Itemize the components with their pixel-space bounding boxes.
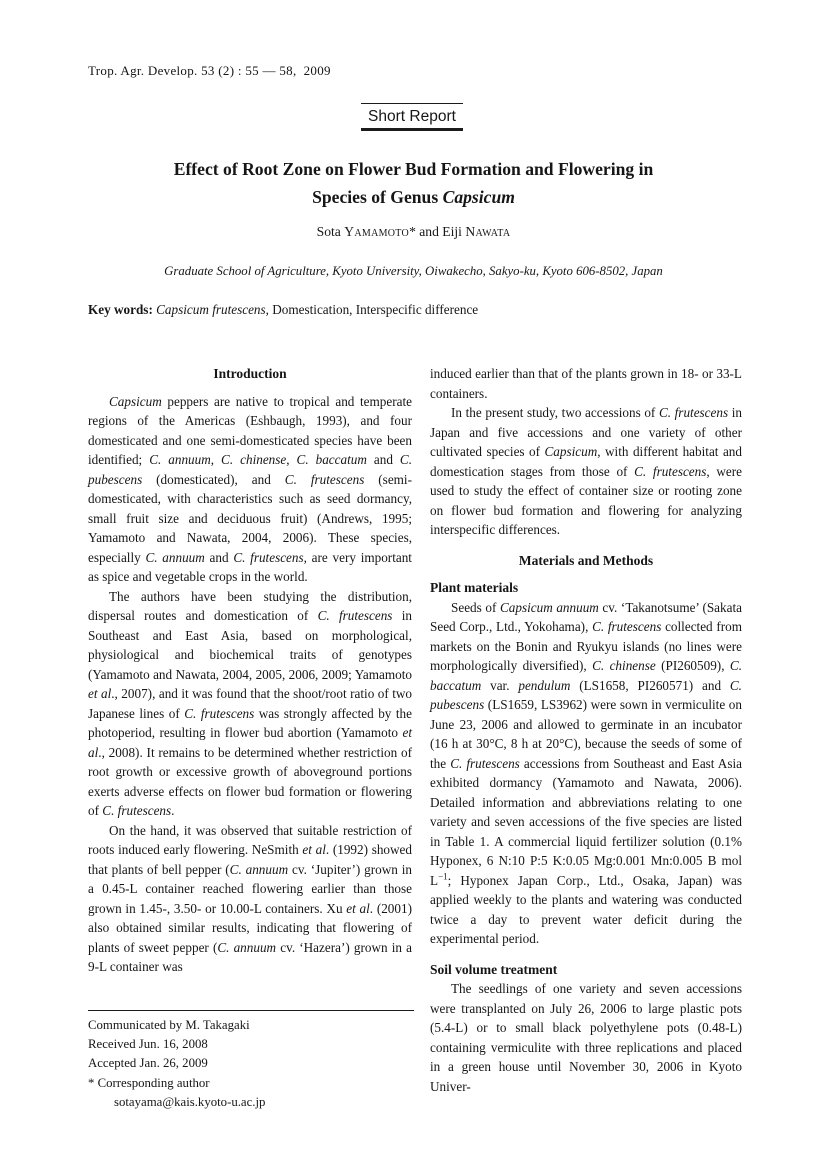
subsection-heading-plant-materials: Plant materials [430,580,519,595]
paper-title-line-1: Effect of Root Zone on Flower Bud Formation and Flowering in [173,159,654,179]
paragraph-introduction-3: On the hand, it was observed that suitable restriction of roots induced early flowering. NeSmith et al. (1992) showed that plants of bell pepper (C. annuum cv. ‘Jupiter’) grown in a 0.45-L container reached flowering earlier than those grown in 1.45-, 3.50- or 10.00-L containers. Xu et al. (2001) also obtained similar results, indicating that flowering of plants of sweet pepper (C. annuum cv. ‘Hazera’) grown in a 9-L container was [88,822,412,974]
paper-title [0,156,827,211]
section-heading-materials-and-methods: Materials and Methods [518,552,654,568]
right-column [430,364,742,1096]
paragraph-plant-materials: Seeds of Capsicum annuum cv. ‘Takanotsume’ (Sakata Seed Corp., Ltd., Yokohama), C. frutescens collected from markets on the Bonin and Ryukyu islands (no lines were morphologically diversified), C. chinense (PI260509), C. baccatum var. pendulum (LS1658, PI260571) and C. pubescens (LS1659, LS3962) were sown in vermiculite on June 23, 2006 and allowed to germinate in an incubator (16 h at 30°C, 8 h at 20°C), because the seeds of some of the C. frutescens accessions from Southeast and East Asia exhibited dormancy (Yamamoto and Nawata, 2006). Detailed information and abbreviations relating to one variety and seven accessions of the five species are listed in Table 1. A commercial liquid fertilizer solution (0.1% Hyponex, 6 N:10 P:5 K:0.05 Mg:0.001 Mn:0.005 B mol $L^{-1}$; Hyponex Japan Corp., Ltd., Osaka, Japan) was applied weekly to the plants and watering was conducted twice a day to prevent water deficit during the experimental period. [430,599,742,946]
affiliation-line: Graduate School of Agriculture, Kyoto University, Oiwakecho, Sakyo-ku, Kyoto 606-8502, Japan [164,264,663,278]
section-heading-introduction: Introduction [213,366,287,381]
journal-citation-header: Trop. Agr. Develop. 53 (2) : 55 — 58, 2009 [88,63,331,78]
footnote-email-address: sotayama@kais.kyoto-u.ac.jp [114,1094,266,1109]
footnote-corresponding-author-line: * Corresponding author [88,1075,210,1090]
body-columns [88,364,742,1096]
paragraph-introduction-1: Capsicum peppers are native to tropical and temperate regions of the Americas (Eshbaugh, 1993), and four domesticated and one semi-domesticated species have been identified; C. annuum, C. chinense, C. baccatum and C. pubescens (domesticated), and C. frutescens (semi-domesticated, with characteristics such as seed dormancy, small fruit size and deciduous fruit) (Andrews, 1995; Yamamoto and Nawata, 2004, 2006). These species, especially C. annuum and C. frutescens, are very important as spice and vegetable crops in the world. [88,393,413,584]
footnote-communicated-line: Communicated by M. Takagaki [88,1018,250,1032]
paragraph-soil-volume-treatment: The seedlings of one variety and seven accessions were transplanted on July 26, 2006 to large plastic pots (5.4-L) or to small black polyethylene pots (0.48-L) containing vermiculite with three replications and placed in a green house until November 30, 2006 in Kyoto Univer- [430,981,742,1094]
report-type-badge: Short Report [361,103,463,131]
subsection-heading-soil-volume-treatment: Soil volume treatment [430,961,558,977]
keywords-line: Key words: Capsicum frutescens, Domestication, Interspecific difference [88,302,479,317]
authors-line: Sota Yamamoto* and Eiji Nawata [316,224,511,239]
paper-title-line-2: Species of Genus Capsicum [312,186,515,207]
footnote-block [88,1010,414,1112]
footnote-accepted-line: Accepted Jan. 26, 2009 [88,1056,208,1071]
left-column [88,364,412,1096]
footnote-received-line: Received Jun. 16, 2008 [88,1037,208,1052]
paragraph-introduction-2: The authors have been studying the distribution, dispersal routes and domestication of C. frutescens in Southeast and East Asia, based on morphological, physiological and biochemical traits of genotypes (Yamamoto and Nawata, 2004, 2005, 2006, 2009; Yamamoto et al., 2007), and it was found that the shoot/root ratio of two Japanese lines of C. frutescens was strongly affected by the photoperiod, resulting in flower bud abortion (Yamamoto et al., 2008). It remains to be determined whether restriction of root growth or excessive growth of aboveground portions exerts adverse effects on flower bud formation or flowering of C. frutescens. [88,588,412,818]
paragraph-introduction-3-continued: induced earlier than that of the plants grown in 18- or 33-L containers. [430,366,742,401]
paragraph-introduction-4: In the present study, two accessions of C. frutescens in Japan and five accessions and one variety of other cultivated species of Capsicum, with different habitat and domestication stages from those of C. frutescens, were used to study the effect of container size or rooting zone on flower bud formation and flowering for analyzing interspecific differences. [430,405,742,537]
